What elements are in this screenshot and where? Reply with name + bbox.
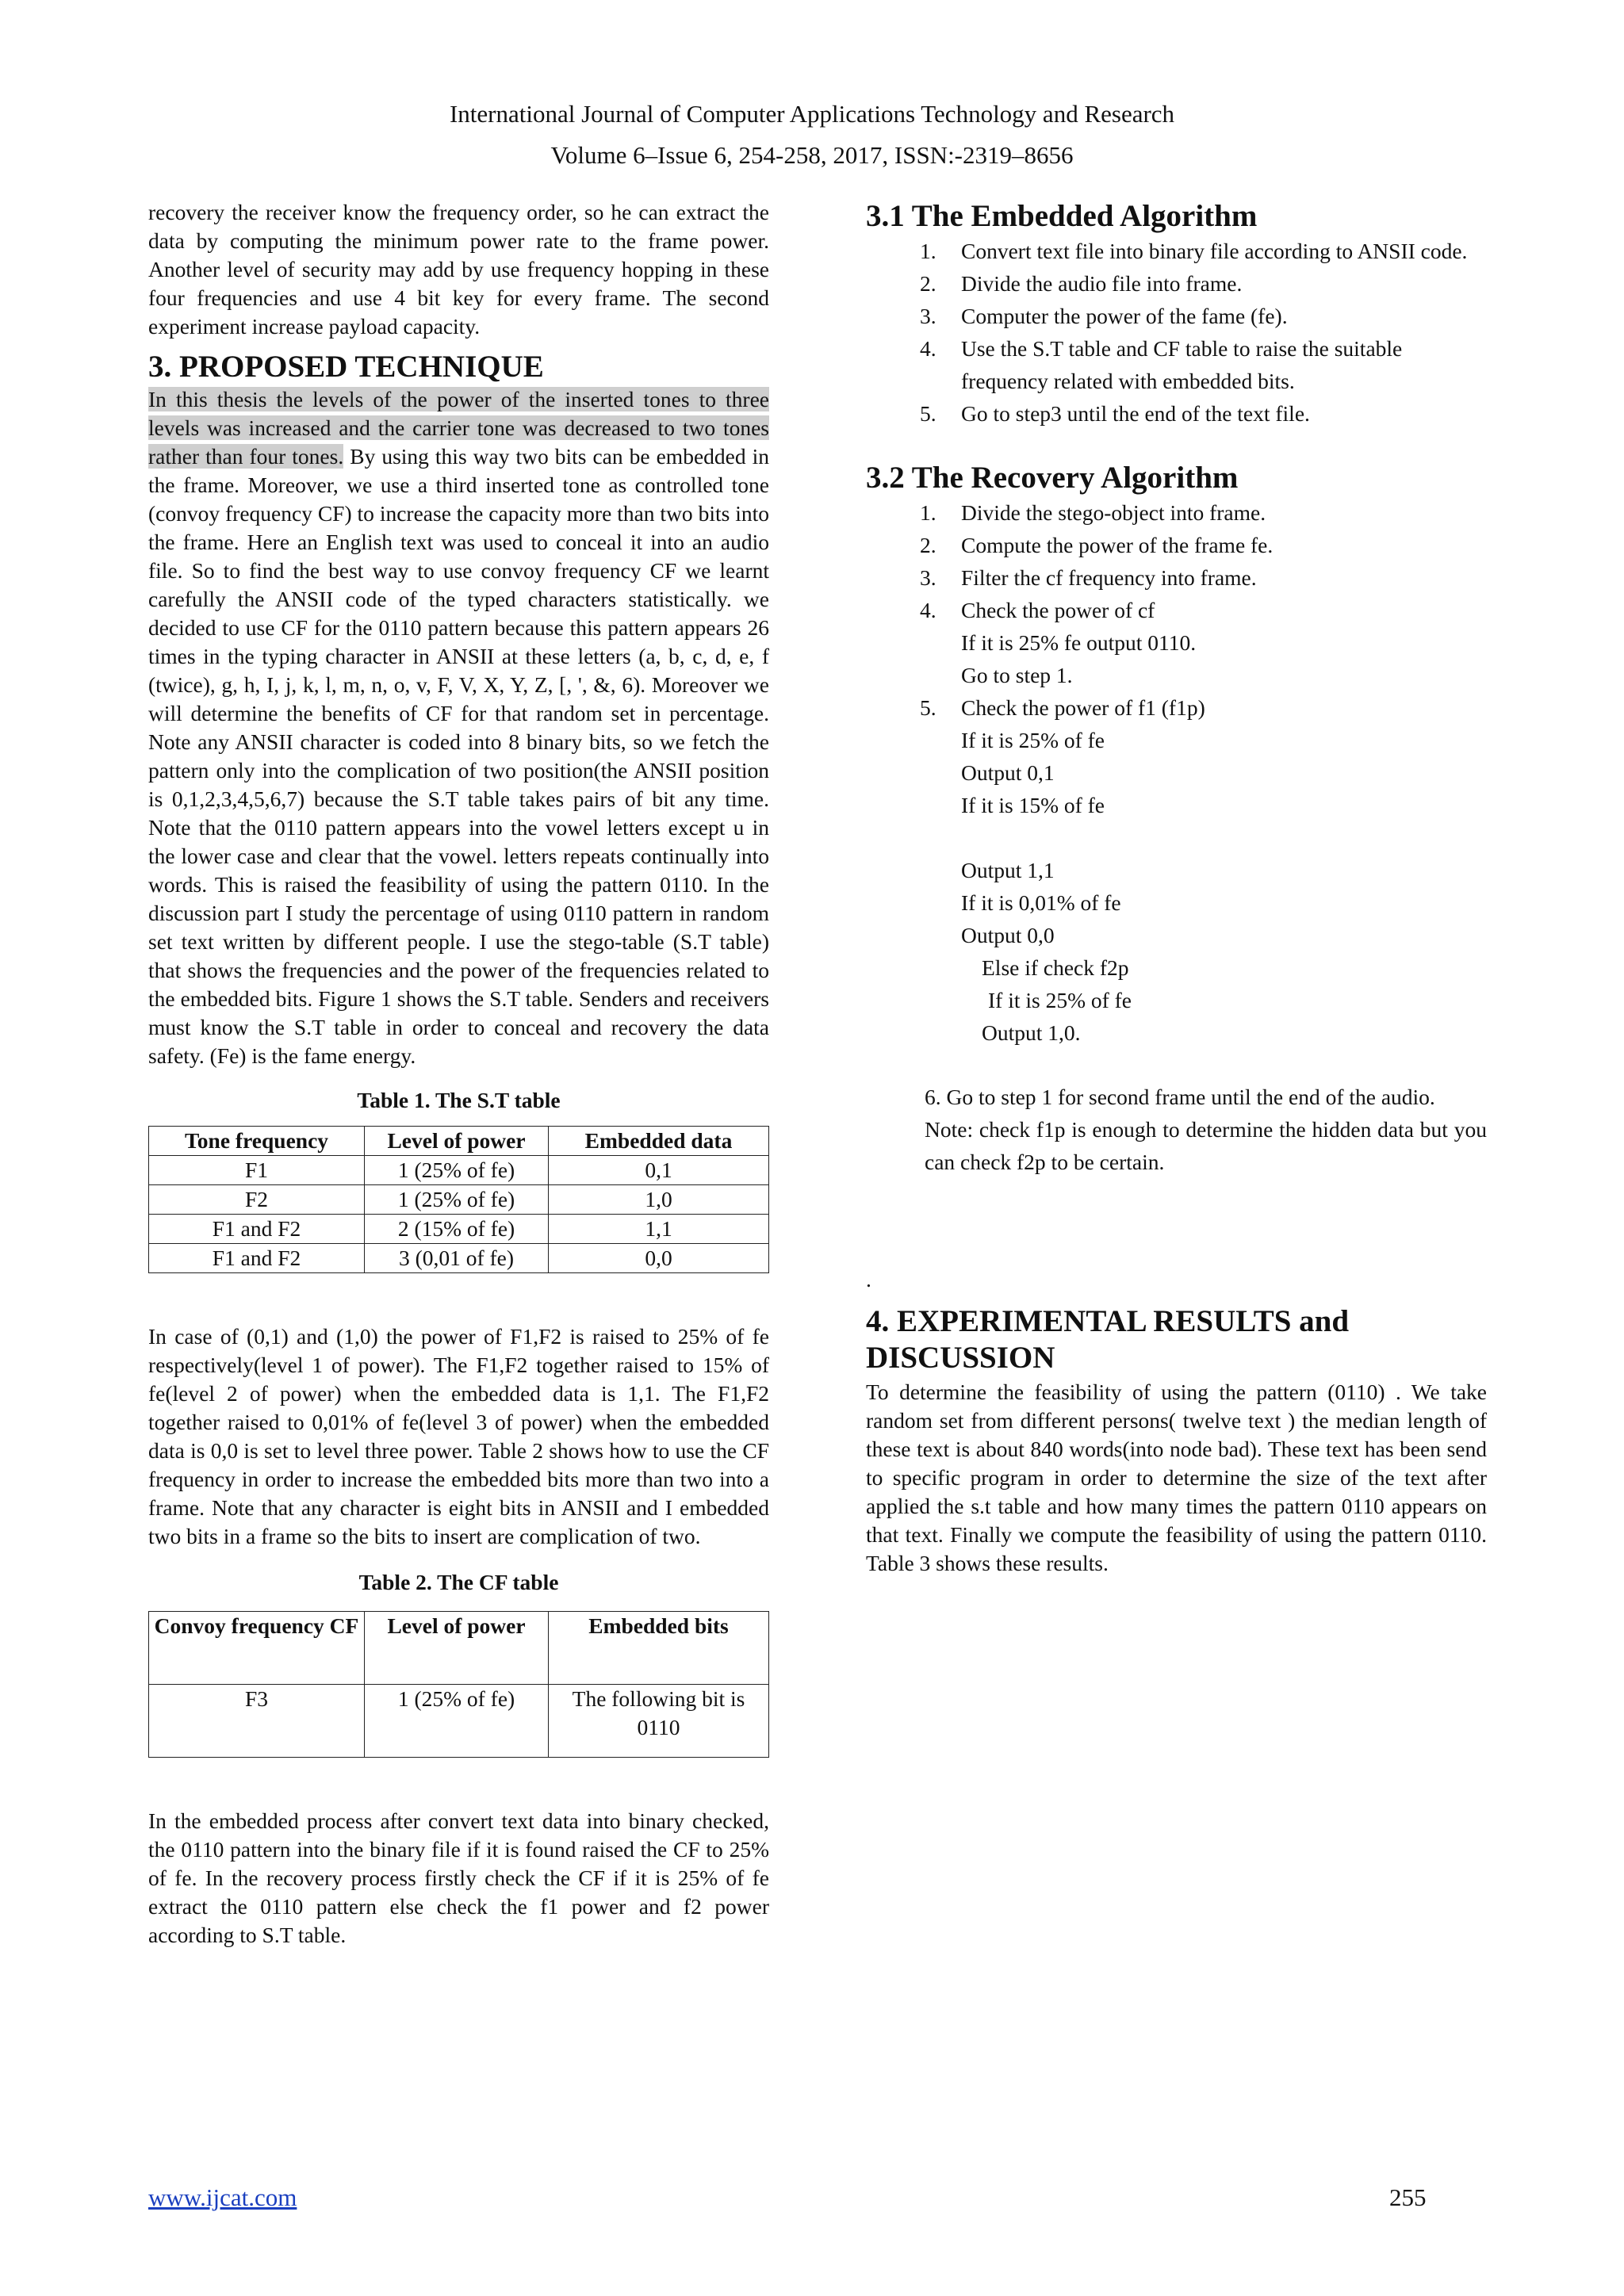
step-5-sub-line: If it is 25% of fe	[961, 728, 1105, 752]
step-5-sub-line: Else if check f2p	[982, 955, 1129, 980]
table-2-caption: Table 2. The CF table	[358, 1570, 559, 1594]
list-item: 3. Computer the power of the fame (fe).	[920, 304, 1288, 328]
case-paragraph: In case of (0,1) and (1,0) the power of F1,F2 is raised to 25% of fe respectively(level 1 of power). The F1,F2 together raised to 15% of fe(level 2 of power) when the embedded data is 1,1. The F1,F2 together raised to 0,01% of fe(level 3 of power) when the embedded data is 0,0 is set to level three power. Table 2 shows how to use the CF frequency in order to increase the embedded bits more than two into a frame. Note that any character is eight bits in ANSII and I embedded two bits in a frame so the bits to insert are complication of two.	[148, 1324, 769, 1548]
table-cell: 2 (15% of fe)	[365, 1215, 549, 1244]
table-row	[149, 1244, 769, 1273]
embedded-process-paragraph: In the embedded process after convert text data into binary checked, the 0110 pattern into the binary file if it is found raised the CF to 25% of fe. In the recovery process firstly check the CF if it is 25% of fe extract the 0110 pattern else check the f1 power and f2 power according to S.T table.	[148, 1808, 769, 1947]
section-3-text: By using this way two bits can be embedded in the frame. Moreover, we use a third inserted tone as controlled tone (convoy frequency CF) to increase the capacity more than two bits into the frame. Here an English text was used to conceal it into an audio file. So to find the best way to use convoy frequency CF we learnt carefully the ANSII code of the typed characters statistically. we decided to use CF for the 0110 pattern because this pattern appears 26 times in the typing character in ANSII at these letters (a, b, c, d, e, f (twice), g, h, I, j, k, l, m, n, o, v, F, V, X, Y, Z, [, ', &, 6). Moreover we will determine the benefits of CF for that random set in percentage. Note any ANSII character is coded into 8 binary bits, so we fetch the pattern only into the complication of two position(the ANSII position is 0,1,2,3,4,5,6,7) because the S.T table takes pairs of bit any time. Note that the 0110 pattern appears into the vowel letters except u in the lower case and clear that the vowel. letters repeats continually into words. This is raised the feasibility of using the pattern 0110. In the discussion part I study the percentage of using 0110 pattern in random set text written by different people. I use the stego-table (S.T table) that shows the frequencies and the power of the frequencies related to the embedded bits. Figure 1 shows the S.T table. Senders and receivers must know the S.T table in order to conceal and recovery the data safety. (Fe) is the fame energy.	[148, 444, 769, 1068]
table-cell: The following bit is 0110	[549, 1685, 769, 1758]
step-5-sub-line: If it is 25% of fe	[988, 988, 1132, 1012]
table-cell: F2	[149, 1185, 365, 1215]
table-header-row	[149, 1612, 769, 1685]
table-cell: F1	[149, 1156, 365, 1185]
table-row	[149, 1685, 769, 1758]
right-column	[866, 198, 1487, 1578]
table-cell: 0,1	[549, 1156, 769, 1185]
list-item: 4. Use the S.T table and CF table to raise the suitable frequency related with embedded bits.	[920, 336, 1403, 393]
table-header-row	[149, 1127, 769, 1156]
step-5-sub-line: Output 1,1	[961, 858, 1055, 882]
recovery-algorithm-steps	[866, 496, 1487, 626]
table-cell: F1 and F2	[149, 1215, 365, 1244]
step-6: 6. Go to step 1 for second frame until the end of the audio.	[925, 1085, 1435, 1109]
table-row	[149, 1215, 769, 1244]
list-item: 5. Go to step3 until the end of the text file.	[920, 401, 1310, 426]
table-cell: 3 (0,01 of fe)	[365, 1244, 549, 1273]
section-3-2-heading: 3.2 The Recovery Algorithm	[866, 461, 1239, 495]
recovery-algorithm-step-5	[866, 691, 1487, 724]
stray-dot: .	[866, 1267, 871, 1292]
table-cell: 0,0	[549, 1244, 769, 1273]
section-3-1-heading: 3.1 The Embedded Algorithm	[866, 199, 1258, 233]
list-item: 1. Divide the stego-object into frame.	[920, 500, 1266, 525]
list-item: 5. Check the power of f1 (f1p)	[920, 695, 1205, 720]
list-item: 2. Compute the power of the frame fe.	[920, 533, 1274, 557]
table-row	[149, 1156, 769, 1185]
step-5-sub-line: Output 1,0.	[982, 1020, 1081, 1045]
section-3-heading: 3. PROPOSED TECHNIQUE	[148, 350, 544, 384]
step-5-sub-line: If it is 0,01% of fe	[961, 890, 1121, 915]
list-item: 1. Convert text file into binary file according to ANSII code.	[920, 239, 1468, 263]
table-header-cell: Level of power	[365, 1612, 549, 1685]
table-cell: 1 (25% of fe)	[365, 1185, 549, 1215]
section-3-paragraph	[148, 385, 769, 1070]
blank-line	[866, 821, 1487, 854]
volume-info: Volume 6–Issue 6, 254-258, 2017, ISSN:-2319–8656	[550, 141, 1074, 169]
table-header-cell: Level of power	[365, 1127, 549, 1156]
step-5-sub-line: Output 0,0	[961, 923, 1055, 947]
section-4-heading: 4. EXPERIMENTAL RESULTS and DISCUSSION	[866, 1304, 1350, 1375]
step-4-sub-line: If it is 25% fe output 0110.	[961, 630, 1197, 655]
table-1-caption: Table 1. The S.T table	[357, 1088, 561, 1112]
left-column	[148, 198, 769, 1950]
list-item: 3. Filter the cf frequency into frame.	[920, 565, 1257, 590]
list-item: 4. Check the power of cf	[920, 598, 1155, 622]
journal-title: International Journal of Computer Applications Technology and Research	[449, 100, 1175, 128]
table-cell: 1,0	[549, 1185, 769, 1215]
cf-table	[148, 1611, 769, 1758]
recovery-note: Note: check f1p is enough to determine the hidden data but you can check f2p to be certain.	[925, 1117, 1487, 1174]
step-5-sub-line: Output 0,1	[961, 760, 1055, 785]
st-table	[148, 1126, 769, 1273]
table-cell: 1 (25% of fe)	[365, 1156, 549, 1185]
embedded-algorithm-steps	[866, 235, 1487, 430]
table-cell: F3	[149, 1685, 365, 1758]
table-cell: 1,1	[549, 1215, 769, 1244]
list-item: 2. Divide the audio file into frame.	[920, 271, 1243, 296]
table-row	[149, 1185, 769, 1215]
journal-website-link[interactable]: www.ijcat.com	[148, 2183, 297, 2211]
step-4-sub-line: Go to step 1.	[961, 663, 1073, 687]
page-number: 255	[1389, 2183, 1427, 2211]
table-header-cell: Embedded bits	[549, 1612, 769, 1685]
intro-paragraph: recovery the receiver know the frequency order, so he can extract the data by computing the minimum power rate to the frame power. Another level of security may add by use frequency hopping in these four frequencies and use 4 bit key for every frame. The second experiment increase payload capacity.	[148, 200, 769, 339]
step-5-sub-line: If it is 15% of fe	[961, 793, 1105, 817]
table-header-cell: Embedded data	[549, 1127, 769, 1156]
section-4-paragraph: To determine the feasibility of using the pattern (0110) . We take random set from different persons( twelve text ) the median length of these text is about 840 words(into node bad). These text has been send to specific program in order to determine the size of the text after applied the s.t table and how many times the pattern 0110 appears on that text. Finally we compute the feasibility of using the pattern 0110. Table 3 shows these results.	[866, 1380, 1487, 1575]
table-cell: F1 and F2	[149, 1244, 365, 1273]
table-header-cell: Convoy frequency CF	[149, 1612, 365, 1685]
highlighted-text: In this thesis the levels of the power of the inserted tones to three levels was increased and the carrier tone was decreased to two tones rather than four tones.	[148, 387, 769, 469]
table-cell: 1 (25% of fe)	[365, 1685, 549, 1758]
table-header-cell: Tone frequency	[149, 1127, 365, 1156]
